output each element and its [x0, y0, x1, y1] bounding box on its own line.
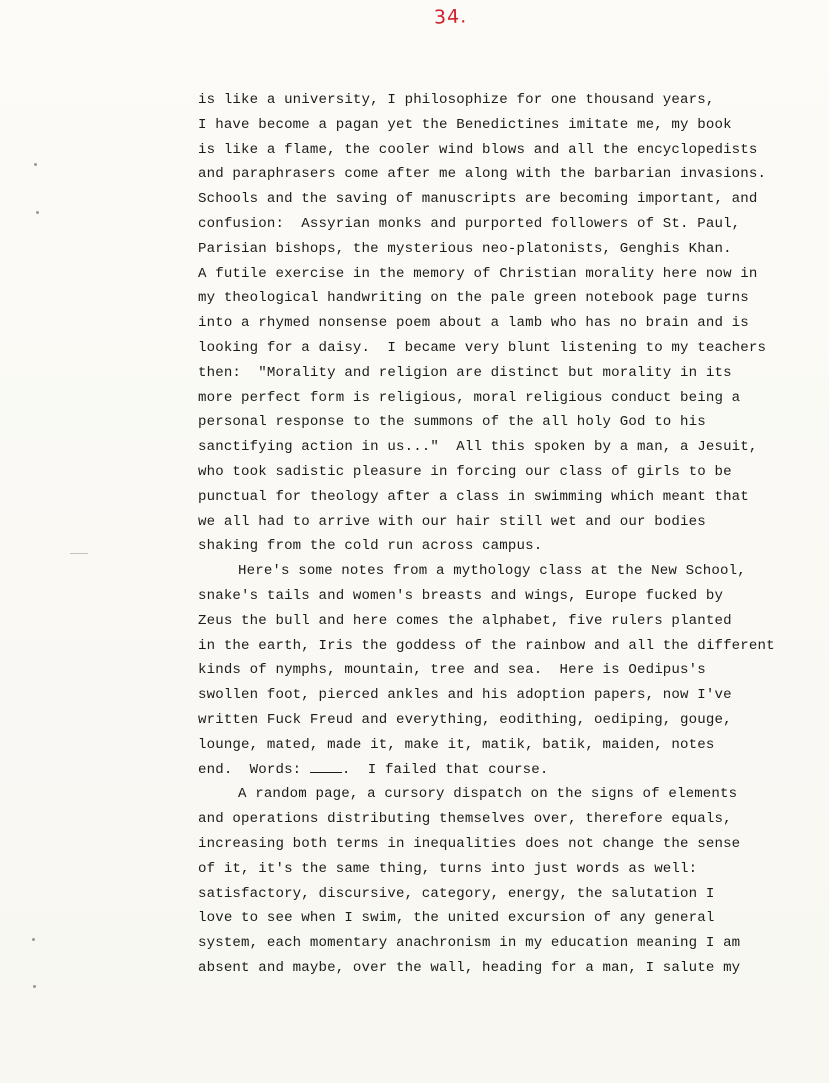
text-line: personal response to the summons of the all holy God to his: [198, 414, 706, 431]
underline-blank: [310, 759, 342, 773]
text-line: snake's tails and women's breasts and wings, Europe fucked by: [198, 587, 724, 604]
text-line: sanctifying action in us..." All this spoken by a man, a Jesuit,: [198, 439, 758, 456]
text-line: is like a flame, the cooler wind blows and all the encyclopedists: [198, 141, 758, 158]
text-line: and paraphrasers come after me along with the barbarian invasions.: [198, 166, 767, 183]
margin-speck: [36, 211, 39, 214]
paragraph-3: [198, 782, 768, 980]
text-line: confusion: Assyrian monks and purported followers of St. Paul,: [198, 215, 741, 232]
text-line: more perfect form is religious, moral religious conduct being a: [198, 389, 741, 406]
text-line: I have become a pagan yet the Benedictines imitate me, my book: [198, 116, 732, 133]
text-line: Schools and the saving of manuscripts are becoming important, and: [198, 191, 758, 208]
paragraph-1: [198, 88, 768, 559]
text-fragment: end. Words:: [198, 761, 310, 778]
text-line: shaking from the cold run across campus.: [198, 538, 543, 555]
text-line: is like a university, I philosophize for one thousand years,: [198, 92, 715, 108]
text-line: of it, it's the same thing, turns into just words as well:: [198, 860, 698, 877]
body-text: [198, 88, 775, 981]
text-line: Zeus the bull and here comes the alphabet, five rulers planted: [198, 612, 732, 629]
margin-stray-mark: [70, 553, 88, 554]
text-line: absent and maybe, over the wall, heading for a man, I salute my: [198, 959, 741, 976]
text-line: punctual for theology after a class in swimming which meant that: [198, 488, 749, 505]
paragraph-2: [198, 559, 775, 782]
text-line: lounge, mated, made it, make it, matik, batik, maiden, notes: [198, 736, 715, 753]
text-line: Here's some notes from a mythology class at the New School,: [238, 563, 746, 580]
text-line: kinds of nymphs, mountain, tree and sea. Here is Oedipus's: [198, 662, 706, 679]
text-line: we all had to arrive with our hair still wet and our bodies: [198, 513, 706, 530]
handwritten-page-number: 34.: [433, 5, 468, 29]
margin-speck: [32, 938, 35, 941]
text-line: system, each momentary anachronism in my education meaning I am: [198, 935, 741, 952]
text-line: swollen foot, pierced ankles and his adoption papers, now I've: [198, 687, 732, 704]
text-line: Parisian bishops, the mysterious neo-platonists, Genghis Khan.: [198, 240, 732, 257]
text-line: then: "Morality and religion are distinct but morality in its: [198, 364, 732, 381]
text-line: written Fuck Freud and everything, eodithing, oediping, gouge,: [198, 711, 732, 728]
text-line: and operations distributing themselves over, therefore equals,: [198, 811, 732, 828]
text-line: my theological handwriting on the pale green notebook page turns: [198, 290, 749, 307]
text-line: in the earth, Iris the goddess of the rainbow and all the different: [198, 637, 775, 654]
text-line: A random page, a cursory dispatch on the signs of elements: [238, 786, 738, 803]
text-line: looking for a daisy. I became very blunt listening to my teachers: [198, 339, 767, 356]
margin-speck: [33, 985, 36, 988]
text-line: satisfactory, discursive, category, energy, the salutation I: [198, 885, 715, 902]
text-line: who took sadistic pleasure in forcing our class of girls to be: [198, 463, 732, 480]
text-fragment: . I failed that course.: [341, 761, 549, 778]
text-line: A futile exercise in the memory of Christian morality here now in: [198, 265, 758, 282]
text-line-with-blank: [198, 758, 768, 783]
text-line: into a rhymed nonsense poem about a lamb who has no brain and is: [198, 315, 749, 332]
text-line: increasing both terms in inequalities does not change the sense: [198, 835, 741, 852]
margin-speck: [34, 163, 37, 166]
text-line: love to see when I swim, the united excursion of any general: [198, 910, 715, 927]
